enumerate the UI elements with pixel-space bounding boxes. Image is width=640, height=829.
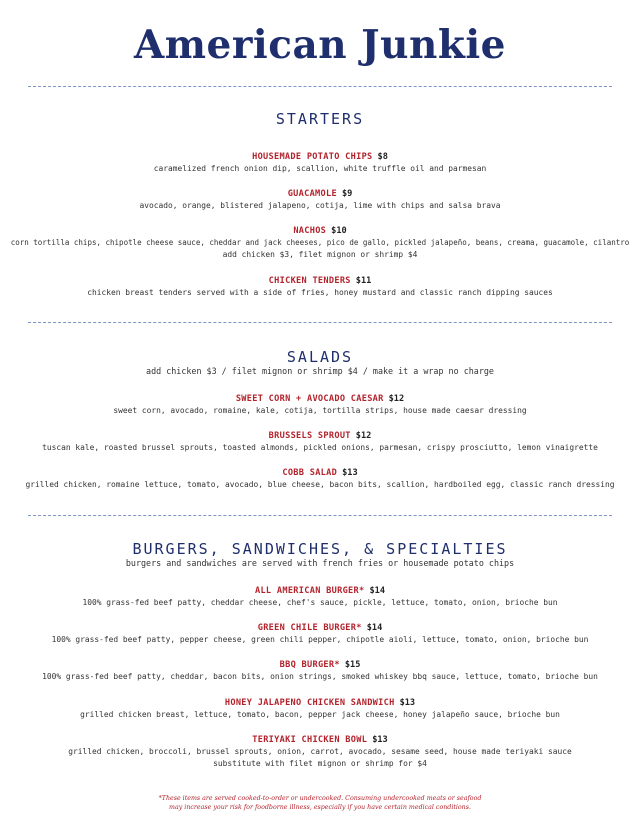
menu-item-brussels-sprout xyxy=(0,427,640,454)
item-name: NACHOS xyxy=(293,226,327,236)
section-title-starters: STARTERS xyxy=(275,110,365,128)
menu-item-bbq-burger xyxy=(0,656,640,683)
menu-item-teriyaki-chicken-bowl xyxy=(0,731,640,770)
item-name: HOUSEMADE POTATO CHIPS xyxy=(252,152,373,162)
menu-item-all-american-burger xyxy=(0,582,640,609)
menu-item-nachos xyxy=(0,222,640,261)
divider xyxy=(28,86,612,87)
item-name: CHICKEN TENDERS xyxy=(268,276,351,286)
item-name: HONEY JALAPENO CHICKEN SANDWICH xyxy=(224,698,395,708)
item-price: $8 xyxy=(377,152,388,162)
item-price: $11 xyxy=(355,276,372,286)
item-description: chicken breast tenders served with a side of fries, honey mustard and classic ranch dipping sauces xyxy=(87,288,553,297)
menu-item-housemade-potato-chips xyxy=(0,148,640,175)
item-description: sweet corn, avocado, romaine, kale, cotija, tortilla strips, house made caesar dressing xyxy=(113,406,527,415)
item-price: $13 xyxy=(399,698,416,708)
item-description: tuscan kale, roasted brussel sprouts, toasted almonds, pickled onions, parmesan, crispy prosciutto, lemon vinaigrette xyxy=(42,443,598,452)
restaurant-title: American Junkie xyxy=(134,22,506,68)
item-name: ALL AMERICAN BURGER* xyxy=(254,586,365,596)
item-description-addon: add chicken $3, filet mignon or shrimp $4 xyxy=(222,250,418,259)
section-note-salads: add chicken $3 / filet mignon or shrimp $4 / make it a wrap no charge xyxy=(146,366,494,376)
disclaimer-line: may increase your risk for foodborne illness, especially if you have certain medical conditions. xyxy=(169,803,471,811)
item-name: BRUSSELS SPROUT xyxy=(268,431,351,441)
item-name: BBQ BURGER* xyxy=(279,660,340,670)
item-description: caramelized french onion dip, scallion, white truffle oil and parmesan xyxy=(153,164,487,173)
item-description: 100% grass-fed beef patty, cheddar cheese, chef's sauce, pickle, lettuce, tomato, onion, brioche bun xyxy=(82,598,558,607)
menu-item-green-chile-burger xyxy=(0,619,640,646)
item-description: grilled chicken, romaine lettuce, tomato, avocado, blue cheese, bacon bits, scallion, hardboiled egg, classic ranch dressing xyxy=(25,480,615,489)
menu-item-chicken-tenders xyxy=(0,272,640,299)
item-price: $14 xyxy=(369,586,385,596)
item-description: 100% grass-fed beef patty, cheddar, bacon bits, onion strings, smoked whiskey bbq sauce, lettuce, tomato, brioche bun xyxy=(42,672,598,681)
menu-item-cobb-salad xyxy=(0,464,640,491)
item-name: COBB SALAD xyxy=(282,468,338,478)
menu-item-sweet-corn-avocado-caesar xyxy=(0,390,640,417)
disclaimer-line: *These items are served cooked-to-order or undercooked. Consuming undercooked meats or seafood xyxy=(158,795,482,802)
section-note-burgers: burgers and sandwiches are served with french fries or housemade potato chips xyxy=(125,558,515,568)
item-price: $12 xyxy=(388,394,405,404)
item-description: grilled chicken, broccoli, brussel sprouts, onion, carrot, avocado, sesame seed, house made teriyaki sauce xyxy=(68,747,572,756)
section-title-burgers: BURGERS, SANDWICHES, & SPECIALTIES xyxy=(132,540,508,558)
item-name: GUACAMOLE xyxy=(287,189,337,199)
item-price: $10 xyxy=(331,226,347,236)
item-price: $12 xyxy=(355,431,372,441)
item-price: $15 xyxy=(344,660,361,670)
item-description: grilled chicken breast, lettuce, tomato, bacon, pepper jack cheese, honey jalapeño sauce, brioche bun xyxy=(80,710,560,719)
item-description: 100% grass-fed beef patty, pepper cheese, green chili pepper, chipotle aioli, lettuce, tomato, onion, brioche bun xyxy=(51,635,589,644)
item-description-addon: substitute with filet mignon or shrimp for $4 xyxy=(213,759,427,768)
divider xyxy=(28,322,612,323)
section-title-salads: SALADS xyxy=(286,348,354,366)
divider xyxy=(28,515,612,516)
disclaimer xyxy=(0,795,640,812)
item-description: avocado, orange, blistered jalapeno, cotija, lime with chips and salsa brava xyxy=(139,201,501,210)
item-price: $13 xyxy=(372,735,388,745)
item-price: $9 xyxy=(341,189,353,199)
item-price: $13 xyxy=(342,468,358,478)
item-name: SWEET CORN + AVOCADO CAESAR xyxy=(235,394,384,404)
item-name: GREEN CHILE BURGER* xyxy=(257,623,362,633)
item-price: $14 xyxy=(366,623,383,633)
item-name: TERIYAKI CHICKEN BOWL xyxy=(252,735,368,745)
menu-item-honey-jalapeno-chicken-sandwich xyxy=(0,694,640,721)
item-description: corn tortilla chips, chipotle cheese sauce, cheddar and jack cheeses, pico de gallo, pickled jalapeño, beans, creama, guacamole, cilantro xyxy=(10,238,630,247)
menu-item-guacamole xyxy=(0,185,640,212)
